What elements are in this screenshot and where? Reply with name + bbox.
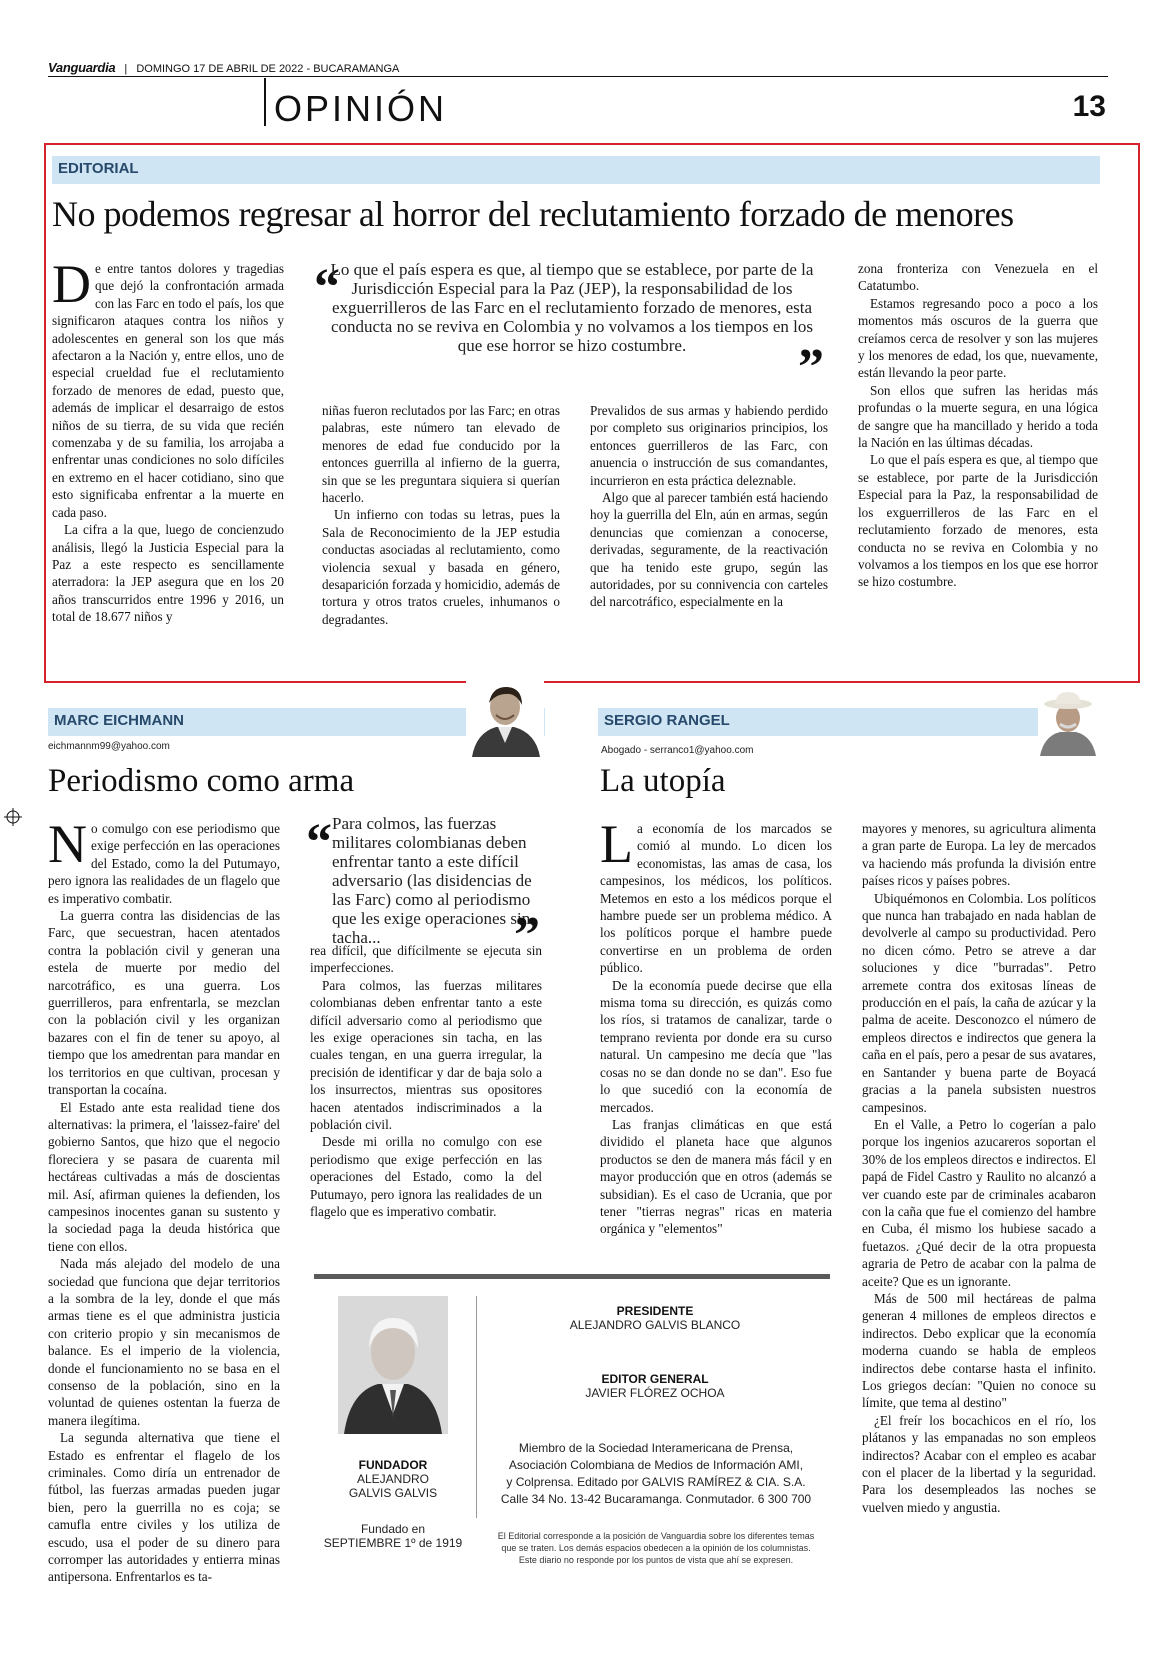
quote-close-icon: ”	[798, 339, 824, 396]
founder-name-line1: ALEJANDRO	[356, 1472, 430, 1486]
section-title: OPINIÓN	[274, 88, 448, 129]
paragraph: La guerra contra las disidencias de las Farc, que secuestran, hacen atentados contra la población civil y generan una estela de muerte por medio del narcotráfico, es una guerra. Los guerrilleros, para enfrentarla, se mezclan con la población civil y les organizan bazares con el fin de tener su apoyo, al tiempo que los amedrentan para mandar en los territorios en que cultivan, procesan y transportan la cocaína.	[48, 908, 280, 1098]
paragraph: rea difícil, que difícilmente se ejecuta sin imperfecciones.	[310, 943, 542, 976]
marc-column-1	[48, 814, 280, 1586]
sergio-column-2	[862, 820, 1096, 1516]
paragraph: De entre tantos dolores y tragedias que dejó la confrontación armada con las Farc en todo el país, los que significaron ataques contra los niños y adolescentes en general son los que más afectaron a la Nación y, entre ellos, uno de especial crueldad fue el reclutamiento forzado de menores de edad, puesto que, además de implicar el desarraigo de estos niños de su tierra, de su vida que recién comenzaba y de su familia, los arrojaba a enfrentar unas condiciones no solo difíciles en extremo en el hacer cotidiano, sino que esto significaba enfrentar a la muerte en cada paso.	[52, 254, 284, 520]
paragraph: En el Valle, a Petro lo cogerían a palo porque los ingenios azucareros soportan el 30% de los empleos directos e indirectos. El papá de Fidel Castro y Raulito no alcanzó a ver cuando este par de criminales acabaron con la caña que fue el comienzo del hambre en Cuba, él mismo los hubiese sacado a fuetazos. ¿Qué decir de la otra propuesta agraria de Petro de acabar con la palma de aceite? Que es un ignorante.	[862, 1116, 1096, 1289]
masthead-separator: |	[124, 63, 128, 75]
editorial-headline: No podemos regresar al horror del reclutamiento forzado de menores	[52, 194, 1014, 234]
columnist-email-marc: eichmannm99@yahoo.com	[48, 741, 170, 752]
quote-close-icon: ”	[514, 907, 540, 964]
page-number: 13	[1072, 90, 1106, 123]
membership-line: Asociación Colombiana de Medios de Información AMI,	[508, 1458, 804, 1472]
paragraph: Algo que al parecer también está haciendo hoy la guerrilla del Eln, aún en armas, según denuncias que comienzan a conocerse, derivadas, seguramente, de la reactivación que ha tenido este grupo, según las autoridades, por su connivencia con carteles del narcotráfico, especialmente en la	[590, 490, 828, 610]
editor-label: EDITOR GENERAL	[601, 1372, 709, 1386]
registration-mark-icon	[4, 808, 22, 826]
editorial-column-1	[52, 254, 284, 626]
paragraph: Desde mi orilla no comulgo con ese periodismo que exige perfección en las operaciones del Estado, como la del Putumayo, pero ignora las realidades de un flagelo que es imperativo combatir.	[310, 1134, 542, 1220]
founder-portrait	[338, 1296, 448, 1434]
paragraph: Para colmos, las fuerzas militares colombianas deben enfrentar tanto a este difícil adversario como al periodismo que les exige operaciones sin tacha, en las cuales tengan, en una guerra irregular, la precisión de identificar y dar de baja solo a los insurrectos, mientras sus opositores hacen atentados indiscriminados a la población civil.	[310, 977, 542, 1133]
marc-column-2	[310, 942, 542, 1221]
paragraph: Las franjas climáticas en que está dividido el planeta hace que algunos productos se den de manera más fácil y en mayor producción que en otros (además se subsidian). Es el caso de Ucrania, que por tener "tierras negras" ricas en materia orgánica y "elementos"	[600, 1116, 832, 1237]
paragraph: Son ellos que sufren las heridas más profundas o la muerte segura, en una lógica de sangre que ha mancillado y herido a toda la Nación en las últimas décadas.	[858, 382, 1098, 451]
founded-line1: Fundado en	[360, 1522, 426, 1536]
president-name: ALEJANDRO GALVIS BLANCO	[569, 1318, 741, 1332]
editorial-tag: EDITORIAL	[52, 156, 1100, 184]
paragraph: mayores y menores, su agricultura alimenta a gran parte de Europa. La ley de mercados va haciendo más profunda la división entre países ricos y países pobres.	[862, 821, 1096, 889]
membership-info	[486, 1440, 826, 1508]
paragraph: Estamos regresando poco a poco a los momentos más oscuros de la guerra que creíamos cerca de resolver y son las mujeres y los menores de edad, los que, nuevamente, están llevando la peor parte.	[858, 295, 1098, 381]
paragraph: La economía de los marcados se comió al mundo. Lo dicen los economistas, las amas de casa, los campesinos, los médicos, los políticos. Metemos en esto a los médicos porque el hambre puede ser un problema médico. A los políticos porque el hambre puede convertirse en un problema de orden público.	[600, 814, 832, 976]
section-marker	[264, 78, 266, 126]
paragraph: Prevalidos de sus armas y habiendo perdido por completo sus originarios principios, los entonces guerrilleros de las Farc, con anuencia o instrucción de sus comandantes, incurrieron en esta práctica deleznable.	[590, 403, 828, 488]
masthead-rule	[48, 76, 1108, 77]
paragraph: zona fronteriza con Venezuela en el Catatumbo.	[858, 261, 1098, 294]
paragraph: La cifra a la que, luego de concienzudo análisis, llegó la Justicia Especial para la Paz a este respecto es sencillamente aterradora: la JEP asegura que en los 20 años transcurridos entre 1996 y 2016, un total de 18.677 niños y	[52, 522, 284, 625]
paragraph: Nada más alejado del modelo de una sociedad que funciona que dejar territorios a la sombra de la ley, donde el que más armas tiene es el que administra justicia con criterio propio y sin mecanismos de balance. Es el imperio de la violencia, donde el funcionamiento no se basa en el consenso de la población, sino en la voluntad de quienes ostentan la fuerza de manera ilegítima.	[48, 1256, 280, 1428]
dropcap: L	[600, 814, 633, 874]
columnist-tag-marc: MARC EICHMANN	[48, 708, 545, 736]
paragraph: Lo que el país espera es que, al tiempo que se establece, por parte de la Jurisdicción Especial para la Paz, la responsabilidad de los exguerrilleros de las Farc en el reclutamiento forzado de menores, esta conducta no se reviva en Colombia y no volvamos a los tiempos en los que ese horror se hizo costumbre.	[858, 452, 1098, 590]
brand-logo: Vanguardia	[48, 60, 116, 75]
editorial-column-2	[322, 402, 560, 628]
paragraph: Más de 500 mil hectáreas de palma generan 4 millones de empleos directos e indirectos. Debo explicar que la economía moderna cuando se habla de empleos indirectos debe contarse hasta el infinito. Los griegos decían: "Quien no conoce su límite, que tema al destino"	[862, 1290, 1096, 1411]
columnist-email-sergio: Abogado - serranco1@yahoo.com	[601, 745, 754, 756]
founder-label: FUNDADOR	[358, 1458, 428, 1472]
president-label: PRESIDENTE	[616, 1304, 694, 1318]
membership-line: Miembro de la Sociedad Interamericana de Prensa,	[518, 1441, 794, 1455]
founder-block	[318, 1458, 468, 1500]
disclaimer-line: Este diario no responde por los puntos de vista que ahí se expresen.	[518, 1555, 794, 1565]
quote-open-icon: “	[306, 814, 332, 871]
columnist-portrait-marc	[466, 681, 544, 757]
paragraph: De la economía puede decirse que ella misma toma su dirección, es quizás como los ríos, si tratamos de canalizar, tarde o temprano revienta por donde era su curso natural. Un campesino me decía que "las cosas no se dan donde no se dan". Eso fue lo que sucedió con la economía de mercados.	[600, 977, 832, 1115]
founded-line2: SEPTIEMBRE 1º de 1919	[323, 1536, 463, 1550]
founded-block	[318, 1522, 468, 1550]
masthead-bar	[48, 60, 399, 75]
columnist-portrait-sergio	[1038, 690, 1098, 756]
paragraph: niñas fueron reclutados por las Farc; en otras palabras, este número tan elevado de menores de edad fue conducido por la entonces guerrilla al infierno de la guerra, sin que se les preguntara siquiera si querían hacerlo.	[322, 403, 560, 506]
column-headline-sergio: La utopía	[600, 763, 726, 799]
paragraph: El Estado ante esta realidad tiene dos alternativas: la primera, el 'laissez-faire' del gobierno Santos, que hizo que el negocio floreciera y se pasara de cuarenta mil hectáreas cultivadas a más de doscientas mil. Así, afirman quienes la defienden, los campesinos inocentes ganan su sustento y la sociedad paga la deuda histórica que tiene con ellos.	[48, 1099, 280, 1254]
disclaimer-line: que se traten. Los demás espacios obedecen a la opinión de los columnistas.	[501, 1543, 811, 1553]
paragraph: La segunda alternativa que tiene el Estado es enfrentar el flagelo de los criminales. Como diría un entrenador de fútbol, las fuerzas armadas pueden jugar bien, pero la guerrilla no es coja; se camufla entre civiles y los utiliza de escudo, usa el poder de su dinero para corromper las autoridades y entierra minas antipersona. Enfrentarlos es ta-	[48, 1430, 280, 1585]
paragraph: ¿El freír los bocachicos en el río, los plátanos y las empanadas no son empleos indirectos? Acabar con el empleo es acabar con el placer de la libertad y la seguridad. Para los desempleados las noches se vuelven miedo y angustia.	[862, 1412, 1096, 1515]
publisher-divider	[476, 1296, 477, 1518]
editorial-column-3	[590, 402, 828, 611]
paragraph: Un infierno con todas su letras, pues la Sala de Reconocimiento de la JEP estudia conductas asociadas al reclutamiento, como violencia sexual y basada en género, desaparición forzada y homicidio, además de tortura y otros tratos crueles, inhumanos o degradantes.	[322, 507, 561, 627]
column-headline-marc: Periodismo como arma	[48, 763, 355, 799]
editor-name: JAVIER FLÓREZ OCHOA	[585, 1386, 725, 1400]
editor-block	[480, 1372, 830, 1400]
disclaimer-line: El Editorial corresponde a la posición de Vanguardia sobre los diferentes temas	[497, 1531, 815, 1541]
columnist-tag-sergio: SERGIO RANGEL	[598, 708, 1096, 736]
sergio-column-1	[600, 814, 832, 1238]
membership-line: Calle 34 No. 13-42 Bucaramanga. Conmutador. 6 300 700	[500, 1492, 812, 1506]
publisher-rule	[314, 1274, 830, 1279]
dateline: DOMINGO 17 DE ABRIL DE 2022 - BUCARAMANGA	[136, 63, 400, 75]
paragraph: No comulgo con ese periodismo que exige perfección en las operaciones del Estado, como la del Putumayo, pero ignora las realidades de un flagelo que es imperativo combatir.	[48, 814, 280, 906]
editorial-column-4	[858, 260, 1098, 591]
editorial-pull-quote: Lo que el país espera es que, al tiempo que se establece, por parte de la Jurisdicción Especial para la Paz (JEP), la responsabilidad de los exguerrilleros de las Farc en el reclutamiento forzado de menores, esta conducta no se reviva en Colombia y no volvamos a los tiempos en los que ese horror se hizo costumbre.	[330, 260, 814, 355]
membership-line: y Colprensa. Editado por GALVIS RAMÍREZ & CIA. S.A.	[506, 1475, 806, 1489]
editorial-disclaimer	[486, 1530, 826, 1566]
dropcap: D	[52, 254, 91, 314]
paragraph: Ubiquémonos en Colombia. Los políticos que nunca han trabajado en nada hablan de devolverle al campo su productividad. Pero no dicen cómo. Petro se atreve a dar soluciones y dice "burradas". Petro arremete contra dos exitosas líneas de producción en el país, la caña de azúcar y la palma de aceite. Desconozco el número de empleos directos e indirectos que genera la caña en el país, pero a pesar de sus avatares, en Santander y buena parte de Boyacá gracias a la panela subsisten nuestros campesinos.	[862, 890, 1096, 1115]
dropcap: N	[48, 814, 87, 874]
president-block	[480, 1304, 830, 1332]
quote-open-icon: “	[314, 259, 340, 316]
founder-name-line2: GALVIS GALVIS	[348, 1486, 438, 1500]
marc-pull-quote: Para colmos, las fuerzas militares colombianas deben enfrentar tanto a este difícil adversario (las disidencias de las Farc) como al periodismo que les exige operaciones sin tacha...	[332, 814, 532, 947]
